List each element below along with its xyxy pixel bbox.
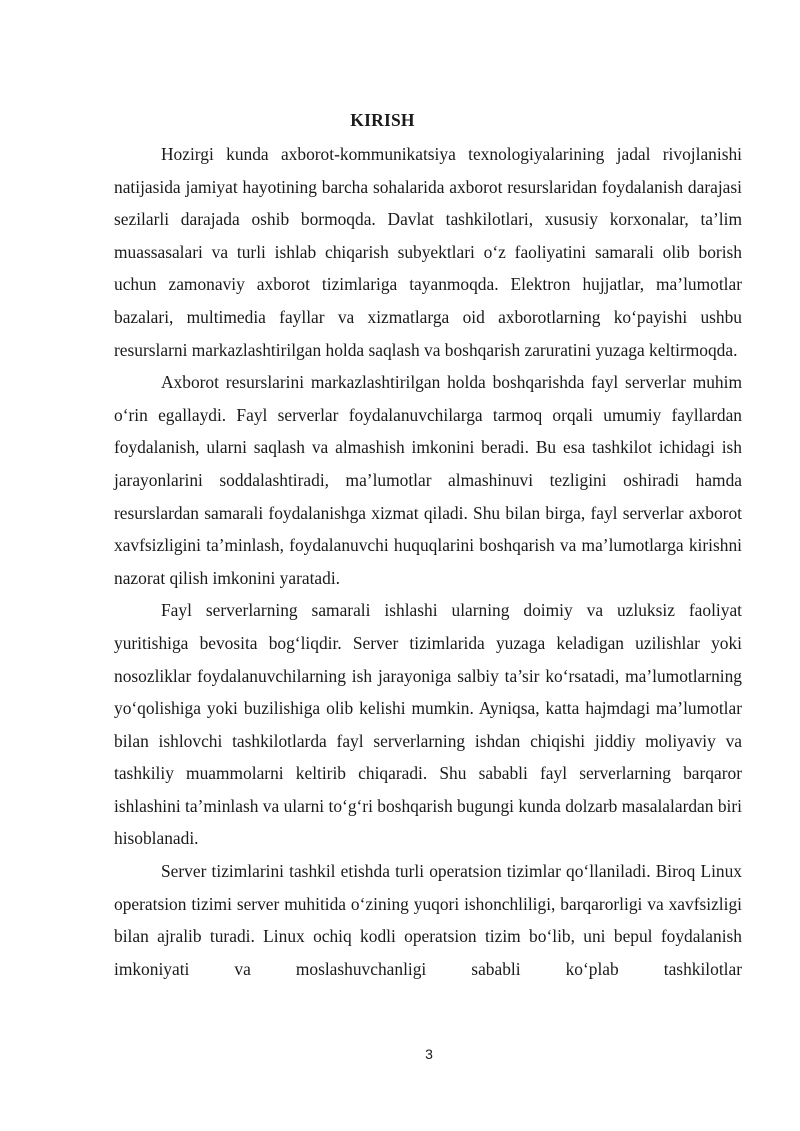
page-title: KIRISH <box>350 110 415 130</box>
paragraph: Axborot resurslarini markazlashtirilgan holda boshqarishda fayl serverlar muhim o‘rin egallaydi. Fayl serverlar foydalanuvchilarga tarmoq orqali umumiy fayllardan foydalanish, ularni saqlash va almashish imkonini beradi. Bu esa tashkilot ichidagi ish jarayonlarini soddalashtiradi, ma’lumotlar almashinuvi tezligini oshiradi hamda resurslardan samarali foydalanishga xizmat qiladi. Shu bilan birga, fayl serverlar axborot xavfsizligini ta’minlash, foydalanuvchi huquqlarini boshqarish va ma’lumotlarga kirishni nazorat qilish imkonini yaratadi. <box>114 372 742 588</box>
page-number: 3 <box>425 1046 433 1062</box>
body-text <box>114 138 742 985</box>
paragraph: Fayl serverlarning samarali ishlashi ularning doimiy va uzluksiz faoliyat yuritishiga bevosita bog‘liqdir. Server tizimlarida yuzaga keladigan uzilishlar yoki nosozliklar foydalanuvchilarning ish jarayoniga salbiy ta’sir ko‘rsatadi, ma’lumotlarning yo‘qolishiga yoki buzilishiga olib kelishi mumkin. Ayniqsa, katta hajmdagi ma’lumotlar bilan ishlovchi tashkilotlarda fayl serverlarning ishdan chiqishi jiddiy moliyaviy va tashkiliy muammolarni keltirib chiqaradi. Shu sababli fayl serverlarning barqaror ishlashini ta’minlash va ularni to‘g‘ri boshqarish bugungi kunda dolzarb masalalardan biri hisoblanadi. <box>114 600 742 849</box>
paragraph: Server tizimlarini tashkil etishda turli operatsion tizimlar qo‘llaniladi. Biroq Linux operatsion tizimi server muhitida o‘zining yuqori ishonchliligi, barqarorligi va xavfsizligi bilan ajralib turadi. Linux ochiq kodli operatsion tizim bo‘lib, uni bepul foydalanish imkoniyati va moslashuvchanligi sababli ko‘plab tashkilotlar <box>114 861 742 979</box>
paragraph: Hozirgi kunda axborot-kommunikatsiya texnologiyalarining jadal rivojlanishi natijasida jamiyat hayotining barcha sohalarida axborot resurslaridan foydalanish darajasi sezilarli darajada oshib bormoqda. Davlat tashkilotlari, xususiy korxonalar, ta’lim muassasalari va turli ishlab chiqarish subyektlari o‘z faoliyatini samarali olib borish uchun zamonaviy axborot tizimlariga tayanmoqda. Elektron hujjatlar, ma’lumotlar bazalari, multimedia fayllar va xizmatlarga oid axborotlarning ko‘payishi ushbu resurslarni markazlashtirilgan holda saqlash va boshqarish zaruratini yuzaga keltirmoqda. <box>114 144 742 360</box>
